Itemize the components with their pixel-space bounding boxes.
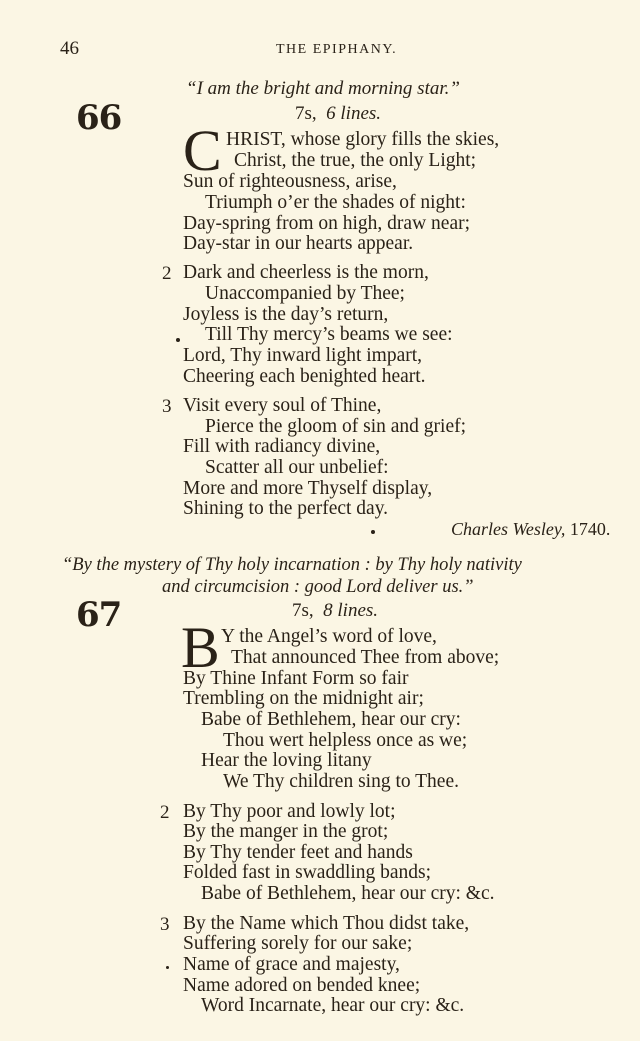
hymn-67-v2-line-2: By the manger in the grot;: [183, 821, 389, 842]
hymn-66-v3-line-3: Fill with radiancy divine,: [183, 436, 381, 457]
page-number: 46: [60, 38, 79, 59]
hymn-66-meter-num: 7s,: [295, 103, 317, 124]
hymn-66-line-6: Day-star in our hearts appear.: [183, 233, 414, 254]
hymn-66-v2-line-5: Lord, Thy inward light impart,: [183, 345, 423, 366]
hymn-66-number: 66: [76, 98, 122, 138]
hymn-67-line-5: Babe of Bethlehem, hear our cry:: [201, 709, 461, 730]
hymn-66-v2-line-3: Joyless is the day’s return,: [183, 304, 389, 325]
hymn-66-line-3: Sun of righteousness, arise,: [183, 171, 397, 192]
hymn-67-drop-cap: B: [181, 615, 220, 680]
hymn-66-v3-line-4: Scatter all our unbelief:: [205, 457, 389, 478]
hymn-66-v2-line-4: Till Thy mercy’s beams we see:: [205, 324, 453, 345]
hymn-67-v2-line-1: By Thy poor and lowly lot;: [183, 801, 396, 822]
hymn-66-v3-line-1: Visit every soul of Thine,: [183, 395, 382, 416]
hymn-66-v3-line-6: Shining to the perfect day.: [183, 498, 389, 519]
hymn-66-v2-line-6: Cheering each benighted heart.: [183, 366, 426, 387]
hymn-66-v2-line-2: Unaccompanied by Thee;: [205, 283, 405, 304]
hymn-66-year: 1740.: [569, 519, 611, 539]
hymn-67-line-1: Y the Angel’s word of love,: [221, 626, 437, 647]
hymn-66-author-name: Charles Wesley,: [451, 519, 566, 539]
hymn-67-meter-lines: 8 lines.: [323, 600, 379, 621]
hymn-66-drop-cap: C: [183, 118, 222, 183]
hymn-67-number: 67: [76, 595, 122, 635]
hymn-66-line-4: Triumph o’er the shades of night:: [205, 192, 466, 213]
hymn-66-author: [451, 519, 610, 540]
hymn-67-v3-line-4: Name adored on bended knee;: [183, 975, 421, 996]
hymn-67-epigraph-line-2: and circumcision : good Lord deliver us.”: [162, 577, 474, 597]
hymn-66-v3-line-5: More and more Thyself display,: [183, 478, 433, 499]
hymn-67-meter-num: 7s,: [292, 600, 314, 621]
hymn-67-line-8: We Thy children sing to Thee.: [223, 771, 459, 792]
ink-speck: [176, 338, 180, 342]
hymn-66-verse-2-number: 2: [162, 263, 172, 284]
running-head: THE EPIPHANY.: [276, 42, 398, 57]
hymn-66-verse-3-number: 3: [162, 396, 172, 417]
hymn-67-v3-line-2: Suffering sorely for our sake;: [183, 933, 413, 954]
hymn-66-meter: [295, 103, 381, 125]
hymn-66-line-5: Day-spring from on high, draw near;: [183, 213, 471, 234]
hymn-66-line-2: Christ, the true, the only Light;: [234, 150, 477, 171]
ink-speck: [371, 530, 375, 534]
hymn-67-line-6: Thou wert helpless once as we;: [223, 730, 468, 751]
hymn-67-v2-line-5: Babe of Bethlehem, hear our cry: &c.: [201, 883, 495, 904]
hymn-67-epigraph-line-1: “By the mystery of Thy holy incarnation : by Thy holy nativity: [62, 555, 522, 575]
hymn-67-v3-line-1: By the Name which Thou didst take,: [183, 913, 470, 934]
hymn-66-v3-line-2: Pierce the gloom of sin and grief;: [205, 416, 467, 437]
hymn-66-line-1: HRIST, whose glory fills the skies,: [226, 129, 500, 150]
hymn-67-line-4: Trembling on the midnight air;: [183, 688, 424, 709]
hymn-67-v2-line-4: Folded fast in swaddling bands;: [183, 862, 432, 883]
hymn-67-verse-3-number: 3: [160, 914, 170, 935]
hymn-67-line-2: That announced Thee from above;: [231, 647, 500, 668]
hymn-66-v2-line-1: Dark and cheerless is the morn,: [183, 262, 429, 283]
hymn-67-line-7: Hear the loving litany: [201, 750, 372, 771]
hymn-67-line-3: By Thine Infant Form so fair: [183, 668, 409, 689]
hymn-66-meter-lines: 6 lines.: [326, 103, 382, 124]
hymn-67-v2-line-3: By Thy tender feet and hands: [183, 842, 413, 863]
hymn-67-v3-line-5: Word Incarnate, hear our cry: &c.: [201, 995, 465, 1016]
hymn-66-epigraph: “I am the bright and morning star.”: [186, 78, 460, 99]
hymn-67-meter: [292, 600, 378, 622]
hymn-67-v3-line-3: Name of grace and majesty,: [183, 954, 400, 975]
hymn-67-verse-2-number: 2: [160, 802, 170, 823]
ink-speck: [166, 966, 169, 969]
